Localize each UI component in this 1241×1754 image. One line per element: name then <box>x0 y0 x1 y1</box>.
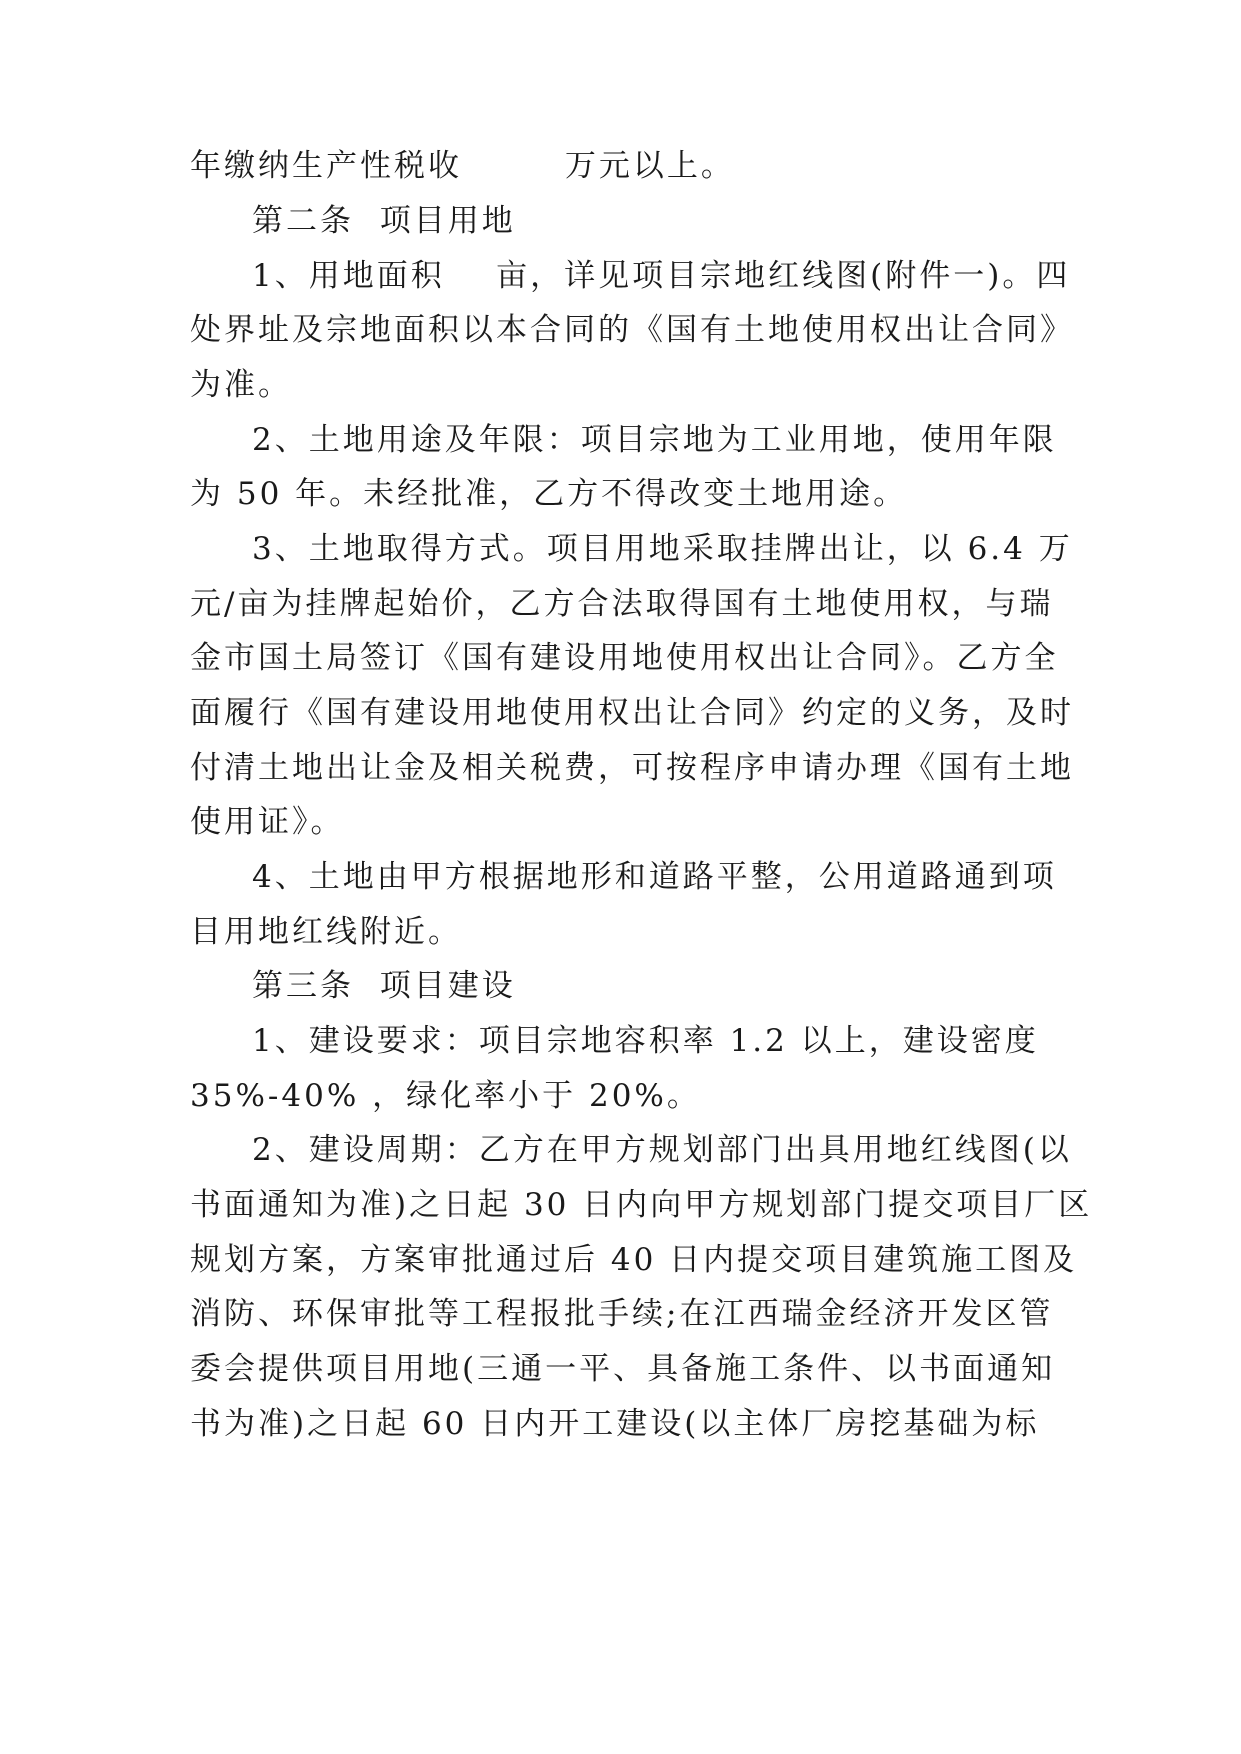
text-line: 付清土地出让金及相关税费，可按程序申请办理《国有土地 <box>190 750 1074 786</box>
section-heading: 第二条 项目用地 <box>252 203 516 239</box>
text-line: 书面通知为准)之日起 30 日内向甲方规划部门提交项目厂区 <box>190 1187 1093 1223</box>
text-line: 35%-40% ，绿化率小于 20%。 <box>190 1078 701 1114</box>
text-line: 处界址及宗地面积以本合同的《国有土地使用权出让合同》 <box>190 312 1074 348</box>
text-line: 元/亩为挂牌起始价，乙方合法取得国有土地使用权，与瑞 <box>190 586 1054 622</box>
text-line: 使用证》。 <box>190 804 345 840</box>
section-heading: 第三条 项目建设 <box>252 968 516 1004</box>
text-line: 年缴纳生产性税收 万元以上。 <box>190 148 735 184</box>
text-line: 面履行《国有建设用地使用权出让合同》约定的义务，及时 <box>190 695 1074 731</box>
text-line: 规划方案，方案审批通过后 40 日内提交项目建筑施工图及 <box>190 1242 1078 1278</box>
text-line: 为准。 <box>190 367 292 403</box>
text-line: 金市国土局签订《国有建设用地使用权出让合同》。乙方全 <box>190 640 1059 676</box>
text-line: 1、用地面积 亩，详见项目宗地红线图(附件一)。四 <box>252 258 1071 294</box>
text-line: 1、建设要求：项目宗地容积率 1.2 以上，建设密度 <box>252 1023 1039 1059</box>
text-line: 消防、环保审批等工程报批手续;在江西瑞金经济开发区管 <box>190 1296 1054 1332</box>
text-line: 目用地红线附近。 <box>190 914 462 950</box>
text-line: 2、建设周期：乙方在甲方规划部门出具用地红线图(以 <box>252 1132 1072 1168</box>
text-line: 3、土地取得方式。项目用地采取挂牌出让，以 6.4 万 <box>252 531 1073 567</box>
text-line: 为 50 年。未经批准，乙方不得改变土地用途。 <box>190 476 908 512</box>
text-line: 4、土地由甲方根据地形和道路平整，公用道路通到项 <box>252 859 1057 895</box>
text-line: 2、土地用途及年限：项目宗地为工业用地，使用年限 <box>252 422 1057 458</box>
text-line: 书为准)之日起 60 日内开工建设(以主体厂房挖基础为标 <box>190 1406 1040 1442</box>
text-line: 委会提供项目用地(三通一平、具备施工条件、以书面通知 <box>190 1351 1056 1387</box>
